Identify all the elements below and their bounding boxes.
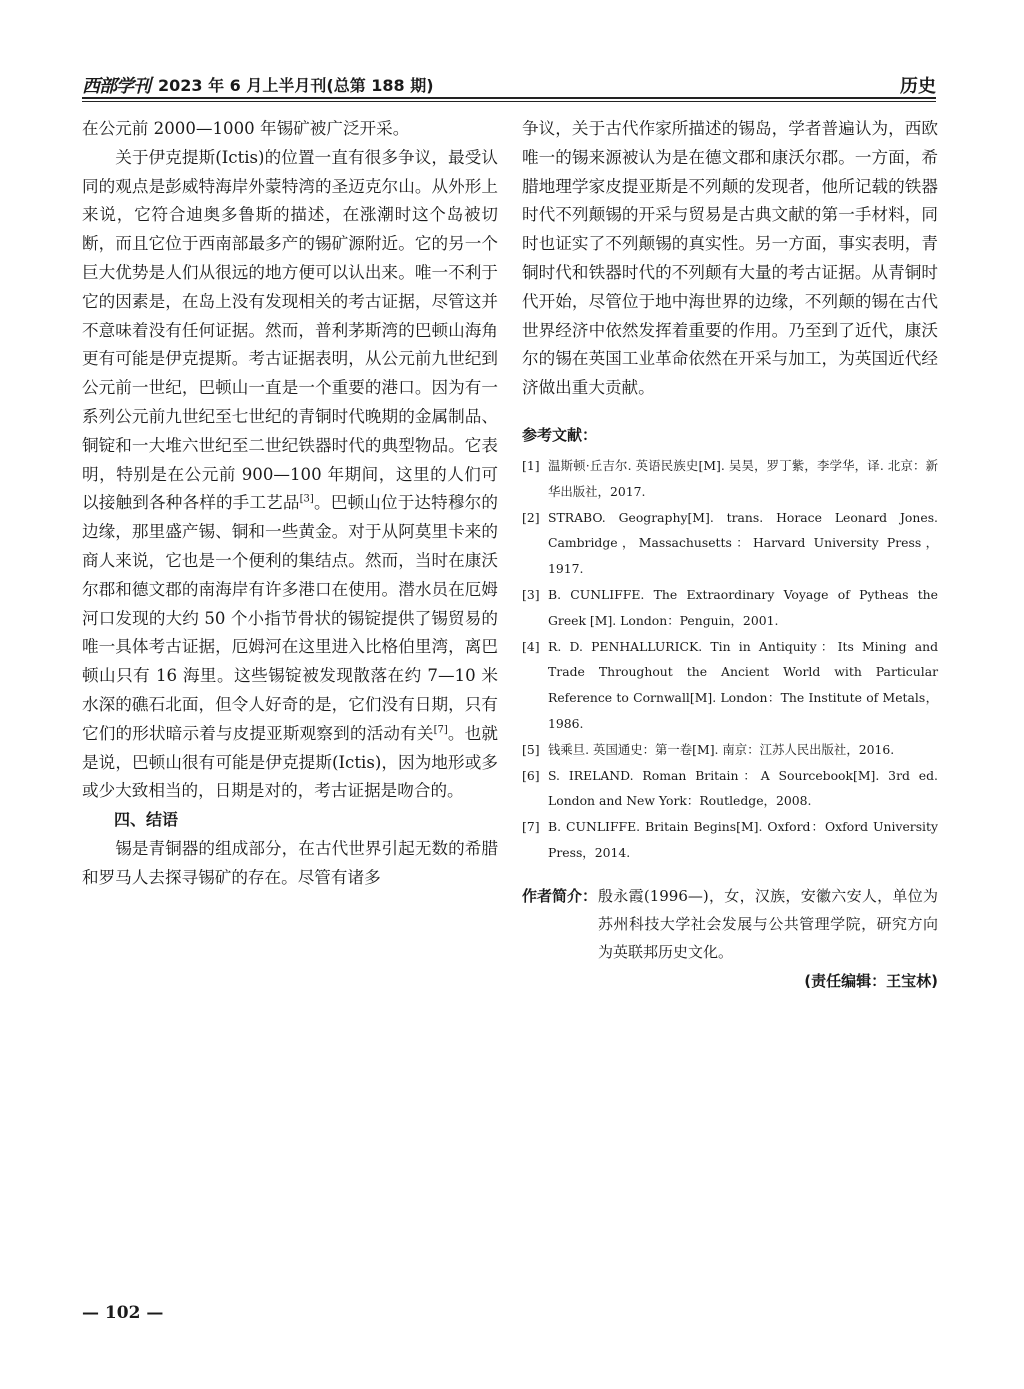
reference-text: STRABO. Geography[M]. trans. Horace Leonard Jones. Cambridge，Massachusetts：Harvard University Press，1917. [548, 509, 938, 577]
reference-number: [6] [522, 767, 540, 783]
references-title: 参考文献： [522, 425, 598, 444]
paragraph-conclusion-cont: 争议，关于古代作家所描述的锡岛，学者普遍认为，西欧唯一的锡来源被认为是在德文郡和康沃尔郡。一方面，希腊地理学家皮提亚斯是不列颠的发现者，他所记载的铁器时代不列颠锡的开采与贸易是古典文献的第一手材料，同时也证实了不列颠锡的真实性。另一方面，事实表明，青铜时代和铁器时代的不列颠有大量的考古证据。从青铜时代开始，尽管位于地中海世界的边缘，不列颠的锡在古代世界经济中依然发挥着重要的作用。乃至到了近代，康沃尔的锡在英国工业革命依然在开采与加工，为英国近代经济做出重大贡献。 [522, 119, 938, 398]
reference-number: [2] [522, 509, 540, 525]
reference-number: [3] [522, 586, 540, 602]
reference-text: 温斯顿·丘吉尔. 英语民族史[M]. 吴昊，罗丁紫，李学华，译. 北京：新华出版社，2017. [548, 457, 938, 499]
citation-7: [7] [433, 724, 448, 736]
paragraph-ictis-text-end: 。也就是说，巴顿山很有可能是伊克提斯(Ictis)，因为地形或多或少大致相当的，日期是对的，考古证据是吻合的。 [82, 723, 499, 801]
issue-info: 2023 年 6 月上半月刊(总第 188 期) [158, 76, 434, 95]
reference-text: B. CUNLIFFE. The Extraordinary Voyage of Pytheas the Greek [M]. London：Penguin，2001. [548, 586, 938, 628]
reference-number: [7] [522, 819, 540, 835]
author-bio: 殷永霞(1996—)，女，汉族，安徽六安人，单位为苏州科技大学社会发展与公共管理学院，研究方向为英联邦历史文化。 [598, 887, 938, 961]
reference-text: 钱乘旦. 英国通史：第一卷[M]. 南京：江苏人民出版社，2016. [548, 741, 895, 757]
left-column [82, 115, 498, 893]
page-header [82, 72, 936, 98]
reference-item [522, 453, 938, 505]
header-rule-thin [82, 101, 936, 102]
reference-item [522, 634, 938, 737]
responsible-editor: (责任编辑：王宝林) [804, 972, 938, 990]
reference-text: B. CUNLIFFE. Britain Begins[M]. Oxford：Oxford University Press，2014. [548, 819, 938, 860]
page-number: — 102 — [82, 1303, 164, 1323]
reference-number: [4] [522, 638, 540, 654]
author-info [522, 882, 938, 994]
paragraph-ictis [82, 144, 498, 806]
reference-item [522, 737, 938, 763]
paragraph-continued: 在公元前 2000—1000 年锡矿被广泛开采。 [82, 119, 410, 138]
section-heading-conclusion: 四、结语 [114, 810, 179, 830]
reference-item [522, 763, 938, 815]
reference-number: [1] [522, 457, 540, 473]
paragraph-ictis-text: 关于伊克提斯(Ictis)的位置一直有很多争议，最受认同的观点是彭威特海岸外蒙特湾的圣迈克尔山。从外形上来说，它符合迪奥多鲁斯的描述，在涨潮时这个岛被切断，而且它位于西南部最多产的锡矿源附近。它的另一个巨大优势是人们从很远的地方便可以认出来。唯一不利于它的因素是，在岛上没有发现相关的考古证据，尽管这并不意味着没有任何证据。然而，普利茅斯湾的巴顿山海角更有可能是伊克提斯。考古证据表明，从公元前九世纪到公元前一世纪，巴顿山一直是一个重要的港口。因为有一系列公元前九世纪至七世纪的青铜时代晚期的金属制品、铜锭和一大堆六世纪至二世纪铁器时代的典型物品。它表明，特别是在公元前 900—100 年期间，这里的人们可以接触到各种各样的手工艺品 [82, 147, 498, 513]
right-column [522, 115, 938, 866]
reference-text: R. D. PENHALLURICK. Tin in Antiquity：Its Mining and Trade Throughout the Ancient World with Particular Reference to Cornwall[M]. London：The Institute of Metals，1986. [548, 638, 938, 731]
citation-3: [3] [299, 493, 314, 505]
author-label: 作者简介： [522, 887, 598, 905]
journal-logo: 西部学刊 [82, 76, 150, 97]
reference-text: S. IRELAND. Roman Britain：A Sourcebook[M]. 3rd ed. London and New York：Routledge，2008. [548, 767, 938, 809]
reference-item [522, 582, 938, 634]
section-title: 历史 [900, 76, 936, 97]
header-rule-thick [82, 97, 936, 99]
paragraph-ictis-text-cont: 。巴顿山位于达特穆尔的边缘，那里盛产锡、铜和一些黄金。对于从阿莫里卡来的商人来说，它也是一个便利的集结点。然而，当时在康沃尔郡和德文郡的南海岸有许多港口在使用。潜水员在厄姆河口发现的大约 50 个小指节骨状的锡锭提供了锡贸易的唯一具体考古证据，厄姆河在这里进入比格伯里湾，离巴顿山只有 16 海里。这些锡锭被发现散落在约 7—10 米水深的礁石北面，但令人好奇的是，它们没有日期，只有它们的形状暗示着与皮提亚斯观察到的活动有关 [82, 493, 498, 743]
paragraph-conclusion: 锡是青铜器的组成部分，在古代世界引起无数的希腊和罗马人去探寻锡矿的存在。尽管有诸多 [82, 838, 498, 887]
reference-item [522, 814, 938, 866]
reference-number: [5] [522, 741, 540, 757]
references-list [522, 453, 938, 866]
reference-item [522, 505, 938, 582]
